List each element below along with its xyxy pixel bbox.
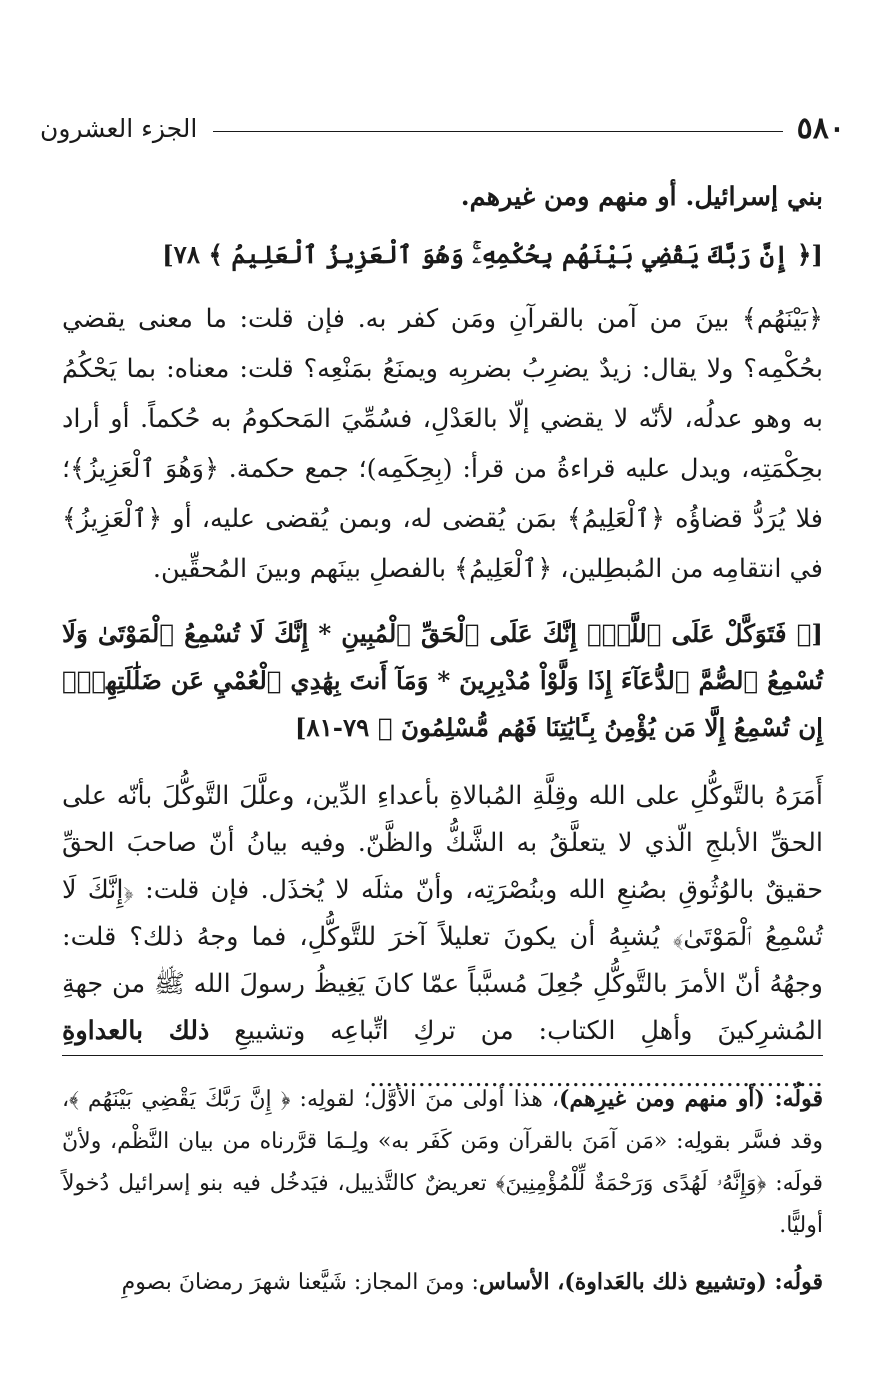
- footnote-2-text: : ومنَ المجاز: شَيَّعنا شهرَ رمضانَ بصومِ: [121, 1270, 479, 1295]
- header-rule: [213, 131, 782, 132]
- main-text: [62, 172, 823, 1102]
- page-header: [40, 108, 845, 148]
- footnote-1-lead: قولُه: (أو منهم ومن غيرِهم): [559, 1086, 823, 1112]
- commentary-2-text: أَمَرَهُ بالتَّوكُّلِ على الله وقِلَّةِ المُبالاةِ بأعداءِ الدِّين، وعلَّلَ التَّوكُّلَ بأنّه على الحقِّ الأبلجِ الّذي لا يتعلَّقُ به الشَّكُّ والظَّنّ. وفيه بيانُ أنّ صاحبَ الحقِّ حقيقٌ بالوُثُوقِ بصُنعِ الله وبنُصْرَتِه، وأنّ مثلَه لا يُخذَل. فإن قلت: ﴿إِنَّكَ لَا تُسْمِعُ ٱلْمَوْتَىٰ﴾ يُشبِهُ أن يكونَ تعليلاً آخرَ للتَّوكُّلِ، فما وجهُ ذلك؟ قلت: وجهُهُ أنّ الأمرَ بالتَّوكُّلِ جُعِلَ مُسبَّباً عمّا كانَ يَغِيظُ رسولَ الله ﷺ من جهةِ المُشرِكينَ وأهلِ الكتاب: من تركِ اتِّباعِه وتشييعِ: [62, 781, 824, 1046]
- verses-79-81: [﴿ فَتَوَكَّلْ عَلَى ٱللَّهِۖ إِنَّكَ عَلَى ٱلْحَقِّ ٱلْمُبِينِ * إِنَّكَ لَا تُسْمِعُ ٱلْمَوْتَىٰ وَلَا تُسْمِعُ ٱلصُّمَّ ٱلدُّعَآءَ إِذَا وَلَّوْاْ مُدْبِرِينَ * وَمَآ أَنتَ بِهَٰدِي ٱلْعُمْيِ عَن ضَلَٰلَتِهِمْۖ إِن تُسْمِعُ إِلَّا مَن يُؤْمِنُ بِـَٔايَٰتِنَا فَهُم مُّسْلِمُونَ ﴾ ٧٩-٨١]: [62, 619, 823, 742]
- commentary-paragraph-2: [62, 773, 823, 1102]
- verse-78: [﴿ إِنَّ رَبَّكَ يَقْضِي بَيْنَهُم بِحُكْمِهِۦۚ وَهُوَ ٱلْعَزِيزُ ٱلْعَلِيمُ ﴾ ٧٨]: [162, 240, 823, 269]
- footnote-1-text: ، هذا أولى منَ الأوَّل؛ لقولِه: ﴿ إِنَّ رَبَّكَ يَقْضِي بَيْنَهُم ﴾، وقد فسَّر بقولِه: «مَن آمَنَ بالقرآن ومَن كَفَر به» ولِـمَا قرَّرناه من بيان النَّظْم، ولأنّ قولَه: ﴿وَإِنَّهُۥ لَهُدًى وَرَحْمَةٌ لِّلْمُؤْمِنِينَ﴾ تعريضٌ كالتَّذييل، فيَدخُل فيه بنو إسرائيل دُخولاً أوليًّا.: [62, 1087, 823, 1238]
- footnote-2: [62, 1261, 823, 1304]
- page-number: ٥٨٠: [796, 110, 845, 146]
- intro-line: بني إسرائيل. أو منهم ومن غيرهم.: [460, 182, 823, 212]
- footnote-2-lead: قولُه: (وتشييع ذلك بالعَداوة)، الأساس: [478, 1269, 823, 1295]
- continuation-text: ذلك بالعداوةِ: [62, 1016, 210, 1046]
- footnote-divider: [62, 1055, 823, 1056]
- commentary-paragraph-1: ﴿بَيْنَهُم﴾ بينَ من آمن بالقرآنِ ومَن كفر به. فإن قلت: ما معنى يقضي بحُكْمِه؟ ولا يقال: زيدٌ يضرِبُ بضربِه ويمنَعُ بمَنْعِه؟ قلت: معناه: بما يَحْكُمُ به وهو عدلُه، لأنّه لا يقضي إلّا بالعَدْلِ، فسُمِّيَ المَحكومُ به حُكماً. أو أراد بحِكْمَتِه، ويدل عليه قراءةُ من قرأ: (بِحِكَمِه)؛ جمع حكمة. ﴿وَهُوَ ٱلْعَزِيزُ﴾؛ فلا يُرَدُّ قضاؤُه ﴿ٱلْعَلِيمُ﴾ بمَن يُقضى له، وبمن يُقضى عليه، أو ﴿ٱلْعَزِيزُ﴾ في انتقامِه من المُبطِلين، ﴿ٱلْعَلِيمُ﴾ بالفصلِ بينَهم وبينَ المُحقِّين.: [62, 304, 823, 584]
- running-title: الجزء العشرون: [40, 113, 198, 143]
- footnote-1: [62, 1078, 823, 1247]
- footnotes: [62, 1078, 823, 1304]
- continuation-dots: ........................................................: [369, 1063, 823, 1093]
